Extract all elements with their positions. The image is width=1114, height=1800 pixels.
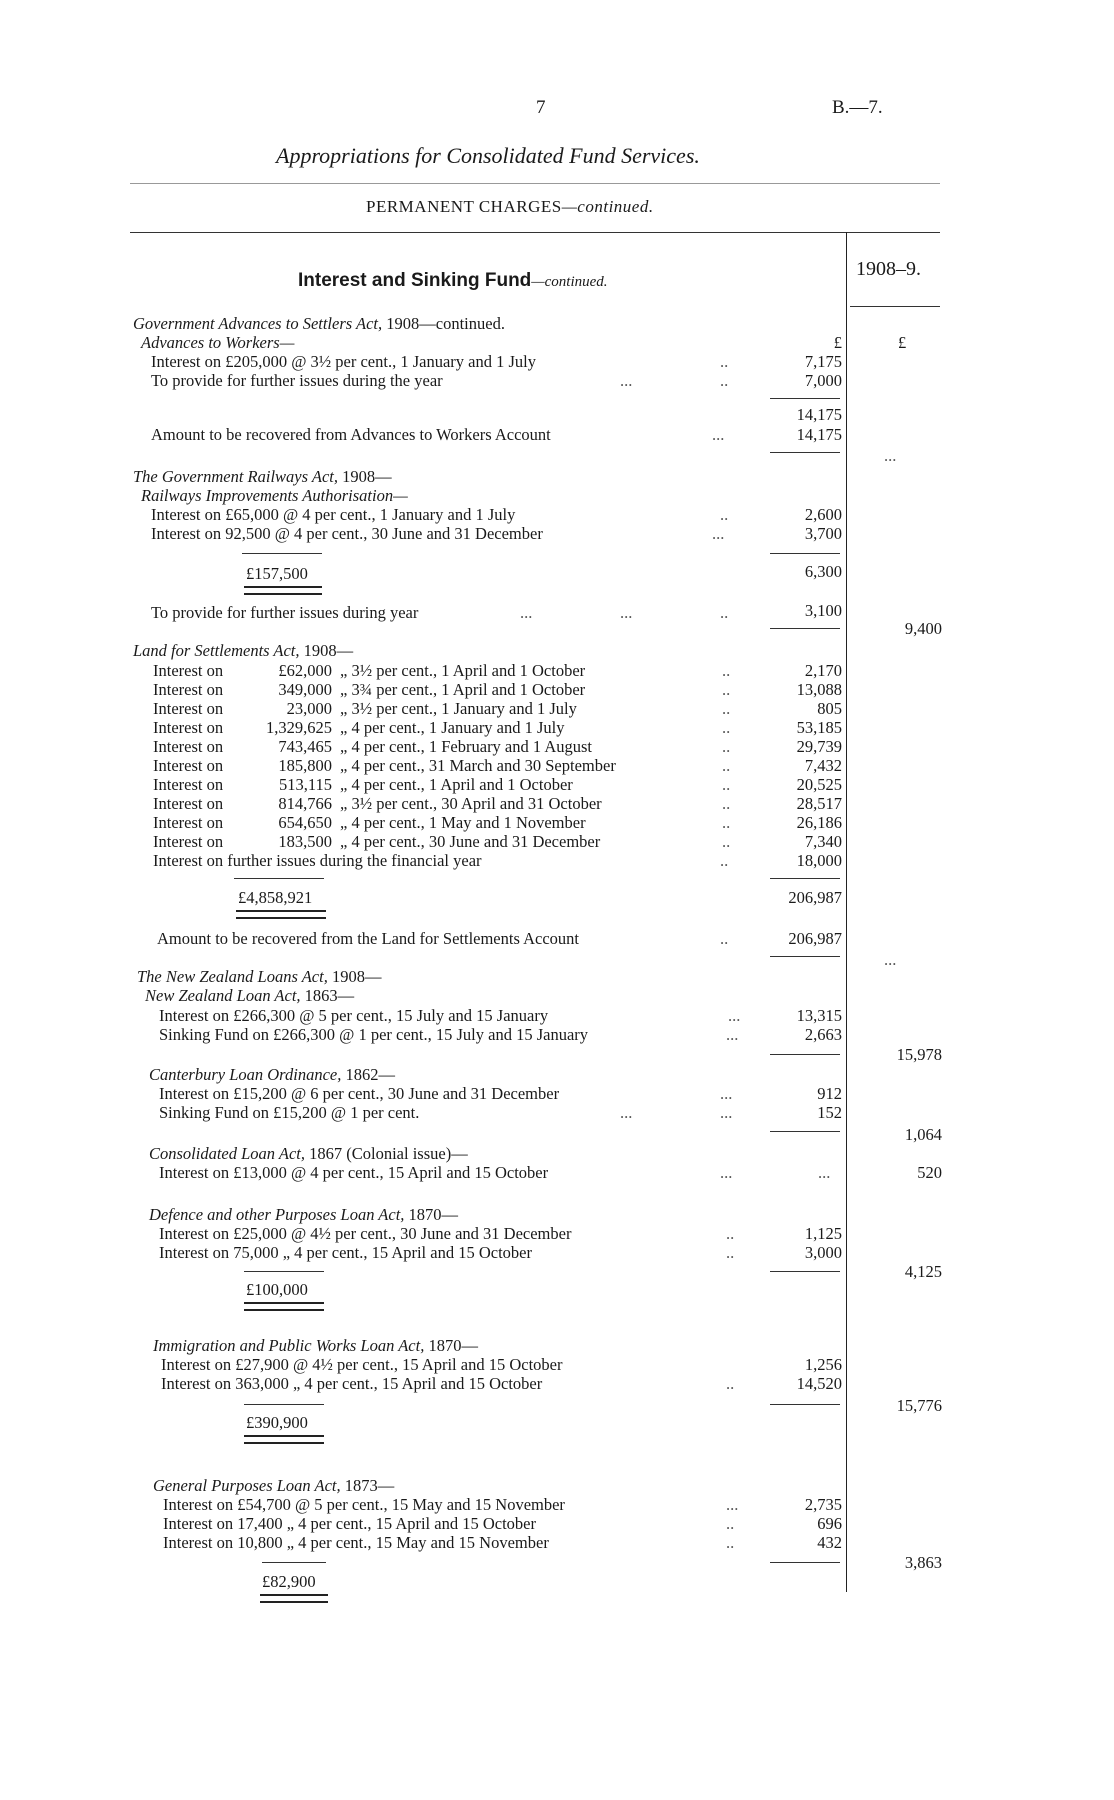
railways-row-amount: 2,600 bbox=[804, 505, 842, 524]
leader-dots: ... bbox=[726, 1025, 739, 1044]
subtotal-rule bbox=[770, 878, 840, 879]
principal-rule bbox=[242, 553, 322, 554]
principal-rule bbox=[244, 1404, 324, 1405]
settlers-row-amount: 7,000 bbox=[804, 371, 842, 390]
nzloans-row-amount: 13,315 bbox=[796, 1006, 842, 1025]
leader-dots: ... bbox=[720, 1084, 733, 1103]
leader-dots: .. bbox=[722, 661, 731, 680]
canterbury-act-name: Canterbury Loan Ordinance, bbox=[149, 1065, 342, 1084]
subtotal-rule bbox=[770, 1404, 840, 1405]
leader-dots: .. bbox=[720, 929, 729, 948]
settlements-row-amount: 20,525 bbox=[796, 775, 842, 794]
settlements-row-principal: 814,766 bbox=[278, 794, 332, 813]
canterbury-total: 1,064 bbox=[904, 1125, 942, 1144]
currency-symbol: £ bbox=[833, 333, 842, 352]
nzloans-sub bbox=[145, 986, 354, 1006]
general-total: 3,863 bbox=[904, 1553, 942, 1572]
leader-dots: .. bbox=[722, 794, 731, 813]
leader-dots: ... bbox=[620, 603, 633, 622]
railways-act bbox=[133, 467, 392, 487]
general-principal: £82,900 bbox=[262, 1572, 316, 1591]
canterbury-act-year: 1862— bbox=[345, 1065, 395, 1084]
section-rule bbox=[130, 232, 940, 233]
immigration-act-name: Immigration and Public Works Loan Act, bbox=[153, 1336, 425, 1355]
general-act bbox=[153, 1476, 394, 1496]
settlements-row-rate: „ 4 per cent., 1 January and 1 July bbox=[340, 718, 565, 737]
general-row-text: Interest on 10,800 „ 4 per cent., 15 May and 15 November bbox=[163, 1533, 549, 1552]
settlements-further-text: Interest on further issues during the financial year bbox=[153, 851, 482, 870]
settlements-row-label: Interest on bbox=[153, 718, 224, 737]
leader-dots: .. bbox=[722, 813, 731, 832]
settlers-sub: Advances to Workers— bbox=[141, 333, 295, 352]
settlements-row-label: Interest on bbox=[153, 699, 224, 718]
leader-dots: ... bbox=[620, 371, 633, 390]
leader-dots: .. bbox=[720, 371, 729, 390]
settlements-row-amount: 805 bbox=[817, 699, 842, 718]
settlers-row-text: Interest on £205,000 @ 3½ per cent., 1 January and 1 July bbox=[151, 352, 536, 371]
leader-dots: ... bbox=[712, 524, 725, 543]
principal-double-rule bbox=[244, 1435, 324, 1444]
settlements-principal-total: £4,858,921 bbox=[238, 888, 313, 907]
nzloans-row-text: Interest on £266,300 @ 5 per cent., 15 July and 15 January bbox=[159, 1006, 549, 1025]
principal-rule bbox=[244, 1271, 324, 1272]
general-act-year: 1873— bbox=[344, 1476, 395, 1495]
subtotal-rule bbox=[770, 1131, 840, 1132]
year-rule bbox=[850, 306, 940, 307]
defence-principal: £100,000 bbox=[246, 1280, 308, 1299]
settlements-row-principal: £62,000 bbox=[278, 661, 332, 680]
settlements-row-label: Interest on bbox=[153, 737, 224, 756]
canterbury-row-text: Interest on £15,200 @ 6 per cent., 30 June and 31 December bbox=[159, 1084, 560, 1103]
settlements-act-year: 1908— bbox=[303, 641, 354, 660]
leader-dots: .. bbox=[726, 1224, 735, 1243]
settlements-row-rate: „ 3½ per cent., 30 April and 31 October bbox=[340, 794, 602, 813]
immigration-row-amount: 14,520 bbox=[796, 1374, 842, 1393]
leader-dots: .. bbox=[722, 756, 731, 775]
header-rule bbox=[130, 183, 940, 184]
subtotal-rule bbox=[770, 452, 840, 453]
immigration-total: 15,776 bbox=[896, 1396, 942, 1415]
settlements-row-rate: „ 3½ per cent., 1 January and 1 July bbox=[340, 699, 577, 718]
leader-dots: .. bbox=[726, 1243, 735, 1262]
settlements-row-rate: „ 4 per cent., 1 April and 1 October bbox=[340, 775, 573, 794]
principal-double-rule bbox=[244, 586, 322, 595]
section-title: PERMANENT CHARGES bbox=[366, 197, 562, 216]
leader-dots: ... bbox=[728, 1006, 741, 1025]
settlements-row-label: Interest on bbox=[153, 813, 224, 832]
leader-dots: .. bbox=[720, 851, 729, 870]
principal-rule bbox=[262, 1562, 326, 1563]
settlements-row-label: Interest on bbox=[153, 756, 224, 775]
defence-row-text: Interest on 75,000 „ 4 per cent., 15 April and 15 October bbox=[159, 1243, 532, 1262]
leader-dots: .. bbox=[726, 1533, 735, 1552]
canterbury-row-text: Sinking Fund on £15,200 @ 1 per cent. bbox=[159, 1103, 420, 1122]
subtotal-rule bbox=[770, 398, 840, 399]
leader-dots: .. bbox=[722, 737, 731, 756]
leader-dots: ... bbox=[620, 1103, 633, 1122]
settlements-row-principal: 349,000 bbox=[278, 680, 332, 699]
page-number: 7 bbox=[536, 97, 546, 118]
leader-dots: ... bbox=[726, 1495, 739, 1514]
settlements-row-amount: 53,185 bbox=[796, 718, 842, 737]
settlements-row-principal: 743,465 bbox=[278, 737, 332, 756]
settlements-row-rate: „ 4 per cent., 1 February and 1 August bbox=[340, 737, 593, 756]
settlers-recovered-text: Amount to be recovered from Advances to Workers Account bbox=[151, 425, 551, 444]
document-ref: B.—7. bbox=[832, 97, 883, 118]
principal-rule bbox=[234, 878, 324, 879]
leader-dots: ... bbox=[712, 425, 725, 444]
settlements-row-amount: 29,739 bbox=[796, 737, 842, 756]
consolidated-act bbox=[149, 1144, 468, 1164]
subhead-title: Interest and Sinking Fund bbox=[298, 270, 532, 291]
general-act-name: General Purposes Loan Act, bbox=[153, 1476, 341, 1495]
settlements-row-label: Interest on bbox=[153, 832, 224, 851]
railways-row-text: Interest on £65,000 @ 4 per cent., 1 January and 1 July bbox=[151, 505, 516, 524]
section-heading bbox=[366, 197, 654, 217]
leader-dots: .. bbox=[720, 352, 729, 371]
settlers-total: ... bbox=[884, 446, 897, 465]
settlements-row-label: Interest on bbox=[153, 661, 224, 680]
nzloans-act-name: The New Zealand Loans Act, bbox=[137, 967, 328, 986]
settlements-row-label: Interest on bbox=[153, 680, 224, 699]
nzloans-act-year: 1908— bbox=[331, 967, 382, 986]
general-row-amount: 432 bbox=[817, 1533, 842, 1552]
settlements-row-principal: 183,500 bbox=[278, 832, 332, 851]
railways-row-amount: 3,700 bbox=[804, 524, 842, 543]
immigration-principal: £390,900 bbox=[246, 1413, 308, 1432]
subhead-continued: —continued. bbox=[531, 274, 608, 290]
settlements-row-label: Interest on bbox=[153, 775, 224, 794]
leader-dots: .. bbox=[722, 832, 731, 851]
page-title: Appropriations for Consolidated Fund Services. bbox=[276, 143, 700, 168]
principal-double-rule bbox=[244, 1302, 324, 1311]
subtotal-rule bbox=[770, 553, 840, 554]
leader-dots: .. bbox=[722, 718, 731, 737]
settlements-subtotal: 206,987 bbox=[788, 888, 842, 907]
principal-double-rule bbox=[236, 910, 326, 919]
settlements-row-amount: 28,517 bbox=[796, 794, 842, 813]
railways-total: 9,400 bbox=[904, 619, 942, 638]
leader-dots: .. bbox=[720, 603, 729, 622]
settlements-row-principal: 654,650 bbox=[278, 813, 332, 832]
settlements-row-rate: „ 4 per cent., 31 March and 30 September bbox=[340, 756, 616, 775]
leader-dots: .. bbox=[722, 699, 731, 718]
consolidated-row-text: Interest on £13,000 @ 4 per cent., 15 April and 15 October bbox=[159, 1163, 549, 1182]
defence-row-amount: 3,000 bbox=[804, 1243, 842, 1262]
railways-sub: Railways Improvements Authorisation— bbox=[141, 486, 408, 505]
defence-act-name: Defence and other Purposes Loan Act, bbox=[149, 1205, 405, 1224]
leader-dots: .. bbox=[726, 1514, 735, 1533]
settlements-row-principal: 23,000 bbox=[286, 699, 332, 718]
defence-act-year: 1870— bbox=[408, 1205, 459, 1224]
settlements-row-amount: 26,186 bbox=[796, 813, 842, 832]
settlements-recovered-text: Amount to be recovered from the Land for Settlements Account bbox=[157, 929, 579, 948]
railways-further-amount: 3,100 bbox=[804, 601, 842, 620]
settlements-row-rate: „ 3¾ per cent., 1 April and 1 October bbox=[340, 680, 586, 699]
settlers-act-name: Government Advances to Settlers Act, bbox=[133, 314, 383, 333]
railways-row-text: Interest on 92,500 @ 4 per cent., 30 June and 31 December bbox=[151, 524, 543, 543]
settlers-act bbox=[133, 314, 505, 334]
column-divider bbox=[846, 232, 847, 1592]
general-row-text: Interest on £54,700 @ 5 per cent., 15 May and 15 November bbox=[163, 1495, 565, 1514]
leader-dots: ... bbox=[720, 1163, 733, 1182]
immigration-row-text: Interest on £27,900 @ 4½ per cent., 15 April and 15 October bbox=[161, 1355, 563, 1374]
settlements-row-amount: 13,088 bbox=[796, 680, 842, 699]
settlements-total: ... bbox=[884, 950, 897, 969]
settlements-act-name: Land for Settlements Act, bbox=[133, 641, 300, 660]
leader-dots: .. bbox=[726, 1374, 735, 1393]
nzloans-act bbox=[137, 967, 381, 987]
settlements-row-principal: 1,329,625 bbox=[266, 718, 332, 737]
settlements-row-principal: 513,115 bbox=[278, 775, 332, 794]
nzloans-row-text: Sinking Fund on £266,300 @ 1 per cent., 15 July and 15 January bbox=[159, 1025, 589, 1044]
column-year: 1908–9. bbox=[856, 258, 921, 280]
nzloans-row-amount: 2,663 bbox=[804, 1025, 842, 1044]
railways-subtotal: 6,300 bbox=[804, 562, 842, 581]
consolidated-total: 520 bbox=[917, 1163, 942, 1182]
canterbury-act bbox=[149, 1065, 395, 1085]
immigration-act-year: 1870— bbox=[428, 1336, 478, 1355]
settlements-recovered-amount: 206,987 bbox=[788, 929, 842, 948]
currency-symbol: £ bbox=[898, 333, 907, 352]
leader-dots: .. bbox=[722, 775, 731, 794]
leader-dots: .. bbox=[720, 505, 729, 524]
subtotal-rule bbox=[770, 1054, 840, 1055]
subtotal-rule bbox=[770, 1271, 840, 1272]
leader-dots: ... bbox=[720, 1103, 733, 1122]
settlers-subtotal: 14,175 bbox=[796, 405, 842, 424]
settlers-recovered-amount: 14,175 bbox=[796, 425, 842, 444]
settlers-row-text: To provide for further issues during the year bbox=[151, 371, 443, 390]
nzloans-sub-name: New Zealand Loan Act, bbox=[145, 986, 301, 1005]
settlements-row-amount: 7,432 bbox=[804, 756, 842, 775]
defence-row-text: Interest on £25,000 @ 4½ per cent., 30 June and 31 December bbox=[159, 1224, 572, 1243]
nzloans-sub-year: 1863— bbox=[304, 986, 355, 1005]
settlers-act-year: 1908—continued. bbox=[386, 314, 505, 333]
leader-dots: .. bbox=[722, 680, 731, 699]
settlements-row-amount: 2,170 bbox=[804, 661, 842, 680]
defence-total: 4,125 bbox=[904, 1262, 942, 1281]
canterbury-row-amount: 912 bbox=[817, 1084, 842, 1103]
railways-principal: £157,500 bbox=[246, 564, 308, 583]
immigration-row-text: Interest on 363,000 „ 4 per cent., 15 April and 15 October bbox=[161, 1374, 543, 1393]
settlements-row-rate: „ 4 per cent., 1 May and 1 November bbox=[340, 813, 586, 832]
general-row-amount: 2,735 bbox=[804, 1495, 842, 1514]
nzloans-total: 15,978 bbox=[896, 1045, 942, 1064]
subtotal-rule bbox=[770, 1562, 840, 1563]
defence-act bbox=[149, 1205, 458, 1225]
leader-dots: ... bbox=[818, 1163, 831, 1182]
canterbury-row-amount: 152 bbox=[817, 1103, 842, 1122]
settlements-row-rate: „ 4 per cent., 30 June and 31 December bbox=[340, 832, 601, 851]
settlements-row-rate: „ 3½ per cent., 1 April and 1 October bbox=[340, 661, 586, 680]
leader-dots: ... bbox=[520, 603, 533, 622]
settlements-further-amount: 18,000 bbox=[796, 851, 842, 870]
consolidated-act-year: 1867 (Colonial issue)— bbox=[309, 1144, 468, 1163]
subtotal-rule bbox=[770, 628, 840, 629]
general-row-amount: 696 bbox=[817, 1514, 842, 1533]
railways-act-year: 1908— bbox=[342, 467, 392, 486]
defence-row-amount: 1,125 bbox=[804, 1224, 842, 1243]
general-row-text: Interest on 17,400 „ 4 per cent., 15 April and 15 October bbox=[163, 1514, 536, 1533]
subtotal-rule bbox=[770, 956, 840, 957]
principal-double-rule bbox=[260, 1594, 328, 1603]
railways-act-name: The Government Railways Act, bbox=[133, 467, 338, 486]
railways-further-text: To provide for further issues during year bbox=[151, 603, 419, 622]
immigration-act bbox=[153, 1336, 478, 1356]
settlements-row-principal: 185,800 bbox=[278, 756, 332, 775]
subhead bbox=[298, 270, 608, 292]
settlements-row-label: Interest on bbox=[153, 794, 224, 813]
immigration-row-amount: 1,256 bbox=[804, 1355, 842, 1374]
section-continued: —continued. bbox=[561, 197, 654, 216]
consolidated-act-name: Consolidated Loan Act, bbox=[149, 1144, 305, 1163]
settlers-row-amount: 7,175 bbox=[804, 352, 842, 371]
settlements-row-amount: 7,340 bbox=[804, 832, 842, 851]
settlements-act bbox=[133, 641, 353, 661]
